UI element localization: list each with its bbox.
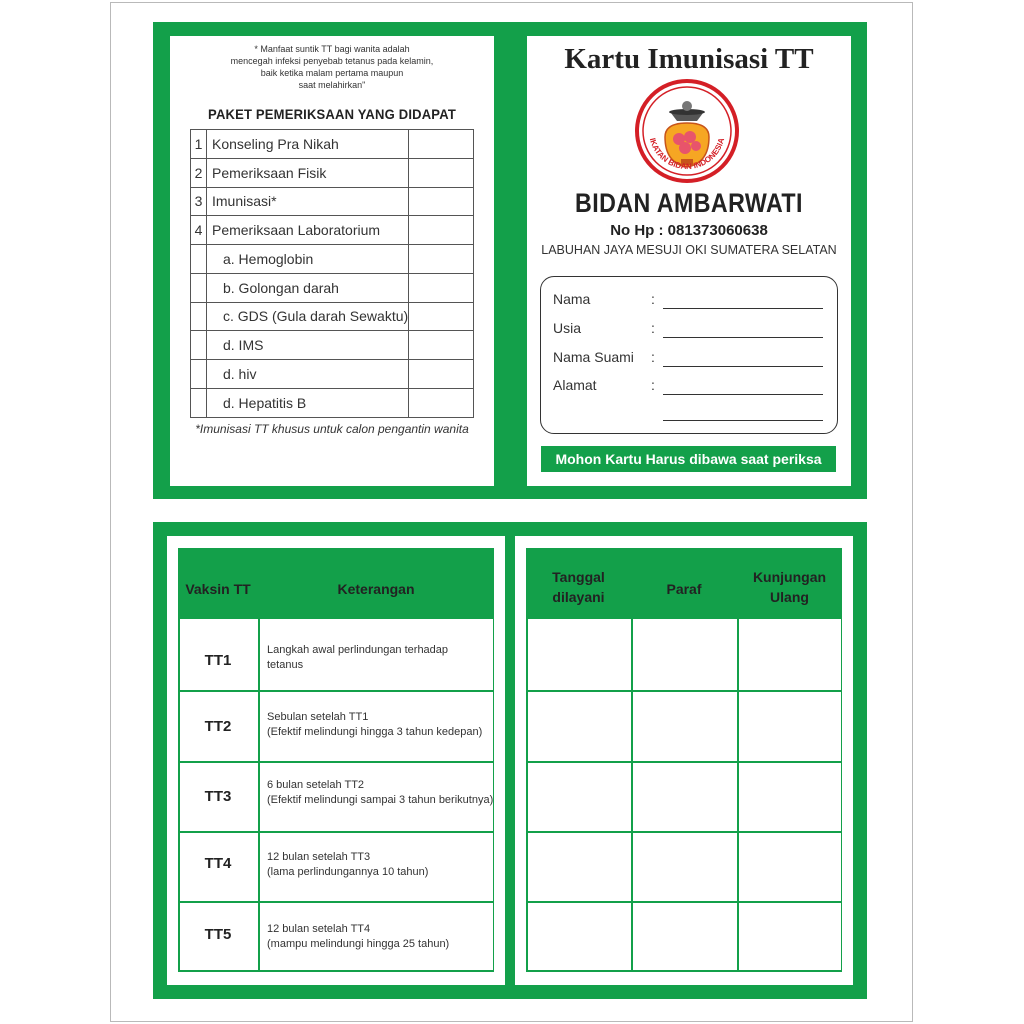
- item-number: 4: [191, 216, 207, 245]
- note-line: baik ketika malam pertama maupun: [260, 68, 404, 78]
- bidan-name: BIDAN AMBARWATI: [575, 188, 803, 218]
- header-line: Kunjungan: [752, 569, 827, 585]
- item-label: Imunisasi*: [206, 187, 408, 216]
- vaccine-table-header: [178, 548, 494, 619]
- table-border: [526, 970, 842, 972]
- header-line: Ulang: [770, 589, 809, 605]
- tt-desc-line: (Efektif melindungi sampai 3 tahun berikutnya): [267, 794, 494, 806]
- item-label: d. IMS: [206, 331, 408, 360]
- tt-label: TT3: [204, 788, 232, 805]
- table-border: [737, 619, 739, 972]
- phone-number: No Hp : 081373060638: [610, 222, 768, 239]
- item-check-cell[interactable]: [409, 360, 474, 389]
- item-check-cell[interactable]: [409, 130, 474, 159]
- item-number: 2: [191, 158, 207, 187]
- item-label: c. GDS (Gula darah Sewaktu): [206, 302, 408, 331]
- table-border: [178, 831, 494, 833]
- item-check-cell[interactable]: [409, 216, 474, 245]
- note-line: * Manfaat suntik TT bagi wanita adalah: [254, 44, 410, 54]
- table-row: [191, 216, 474, 245]
- table-row: [191, 273, 474, 302]
- item-check-cell[interactable]: [409, 388, 474, 417]
- header-kunjungan-ulang: [737, 567, 842, 607]
- tt-description: [267, 778, 493, 808]
- table-border: [178, 548, 180, 972]
- tt-label: TT1: [204, 652, 232, 669]
- logo-text: IKATAN BIDAN INDONESIA: [647, 136, 727, 172]
- item-check-cell[interactable]: [409, 187, 474, 216]
- item-number: [191, 331, 207, 360]
- table-border: [841, 548, 843, 972]
- item-label: a. Hemoglobin: [206, 245, 408, 274]
- item-number: 1: [191, 130, 207, 159]
- item-number: [191, 302, 207, 331]
- card-front-panel: [527, 36, 851, 486]
- usia-field[interactable]: [663, 337, 823, 338]
- label-alamat: Alamat: [553, 377, 597, 393]
- header-line: dilayani: [552, 589, 605, 605]
- tt-desc-line: 6 bulan setelah TT2: [267, 779, 365, 791]
- table-row: [191, 360, 474, 389]
- tt-label: TT4: [204, 855, 232, 872]
- colon: :: [651, 291, 655, 307]
- colon: :: [651, 320, 655, 336]
- card-title: Kartu Imunisasi TT: [564, 43, 814, 75]
- visit-table-header: [526, 548, 842, 619]
- item-label: d. Hepatitis B: [206, 388, 408, 417]
- colon: :: [651, 349, 655, 365]
- tt-desc-line: 12 bulan setelah TT4: [267, 923, 371, 935]
- header-vaksin-tt: Vaksin TT: [185, 581, 251, 597]
- alamat-field-line-2[interactable]: [663, 420, 823, 421]
- label-nama: Nama: [553, 291, 591, 307]
- nama-field[interactable]: [663, 308, 823, 309]
- tt-description: [267, 850, 428, 880]
- tt-desc-line: Langkah awal perlindungan terhadap: [267, 644, 449, 656]
- tt-desc-line: tetanus: [267, 659, 304, 671]
- item-label: Pemeriksaan Laboratorium: [206, 216, 408, 245]
- patient-form: [540, 276, 838, 434]
- note-line: mencegah infeksi penyebab tetanus pada kelamin,: [230, 56, 434, 66]
- item-check-cell[interactable]: [409, 331, 474, 360]
- nama-suami-field[interactable]: [663, 366, 823, 367]
- table-row: [191, 158, 474, 187]
- visit-table: [526, 548, 842, 972]
- paket-panel: [170, 36, 494, 486]
- item-label: d. hiv: [206, 360, 408, 389]
- item-number: [191, 360, 207, 389]
- tt-label: TT2: [204, 718, 232, 735]
- table-border: [493, 548, 495, 972]
- table-row: [191, 130, 474, 159]
- item-number: 3: [191, 187, 207, 216]
- label-nama-suami: Nama Suami: [553, 349, 634, 365]
- table-border: [526, 901, 842, 903]
- table-border: [178, 761, 494, 763]
- header-keterangan: Keterangan: [337, 581, 415, 597]
- vaccine-table: [178, 548, 494, 972]
- tt-desc-line: 12 bulan setelah TT3: [267, 851, 371, 863]
- table-border: [258, 619, 260, 972]
- table-row: [191, 245, 474, 274]
- tt-desc-line: (Efektif melindungi hingga 3 tahun kedepan): [267, 726, 483, 738]
- item-check-cell[interactable]: [409, 273, 474, 302]
- paket-title: PAKET PEMERIKSAAN YANG DIDAPAT: [208, 106, 456, 122]
- note-line: saat melahirkan": [298, 80, 366, 90]
- table-row: [191, 302, 474, 331]
- paket-table: [190, 129, 474, 418]
- item-label: b. Golongan darah: [206, 273, 408, 302]
- table-border: [526, 761, 842, 763]
- table-row: [191, 187, 474, 216]
- notice-banner: Mohon Kartu Harus dibawa saat periksa: [541, 446, 836, 472]
- item-label: Konseling Pra Nikah: [206, 130, 408, 159]
- item-check-cell[interactable]: [409, 302, 474, 331]
- item-label: Pemeriksaan Fisik: [206, 158, 408, 187]
- header-line: Tanggal: [552, 569, 605, 585]
- header-paraf: Paraf: [666, 581, 702, 597]
- table-border: [526, 690, 842, 692]
- table-border: [178, 690, 494, 692]
- footnote: *Imunisasi TT khusus untuk calon pengantin wanita: [195, 422, 469, 436]
- colon: :: [651, 377, 655, 393]
- table-border: [526, 831, 842, 833]
- table-border: [178, 970, 494, 972]
- tt-description: [267, 922, 449, 952]
- tt-desc-line: (mampu melindungi hingga 25 tahun): [267, 938, 450, 950]
- table-border: [631, 619, 633, 972]
- tt-description: [267, 643, 448, 673]
- table-border: [178, 901, 494, 903]
- item-number: [191, 388, 207, 417]
- ibi-logo-icon: [635, 79, 739, 183]
- alamat-field[interactable]: [663, 394, 823, 395]
- label-usia: Usia: [553, 320, 582, 336]
- table-border: [526, 548, 528, 972]
- item-check-cell[interactable]: [409, 158, 474, 187]
- tt-desc-line: (lama perlindungannya 10 tahun): [267, 866, 429, 878]
- header-tanggal-dilayani: [526, 567, 631, 607]
- item-number: [191, 273, 207, 302]
- item-check-cell[interactable]: [409, 245, 474, 274]
- tt-description: [267, 710, 482, 740]
- benefit-note: [170, 43, 494, 91]
- table-row: [191, 388, 474, 417]
- table-row: [191, 331, 474, 360]
- item-number: [191, 245, 207, 274]
- address: LABUHAN JAYA MESUJI OKI SUMATERA SELATAN: [541, 243, 837, 257]
- tt-desc-line: Sebulan setelah TT1: [267, 711, 369, 723]
- tt-label: TT5: [204, 926, 232, 943]
